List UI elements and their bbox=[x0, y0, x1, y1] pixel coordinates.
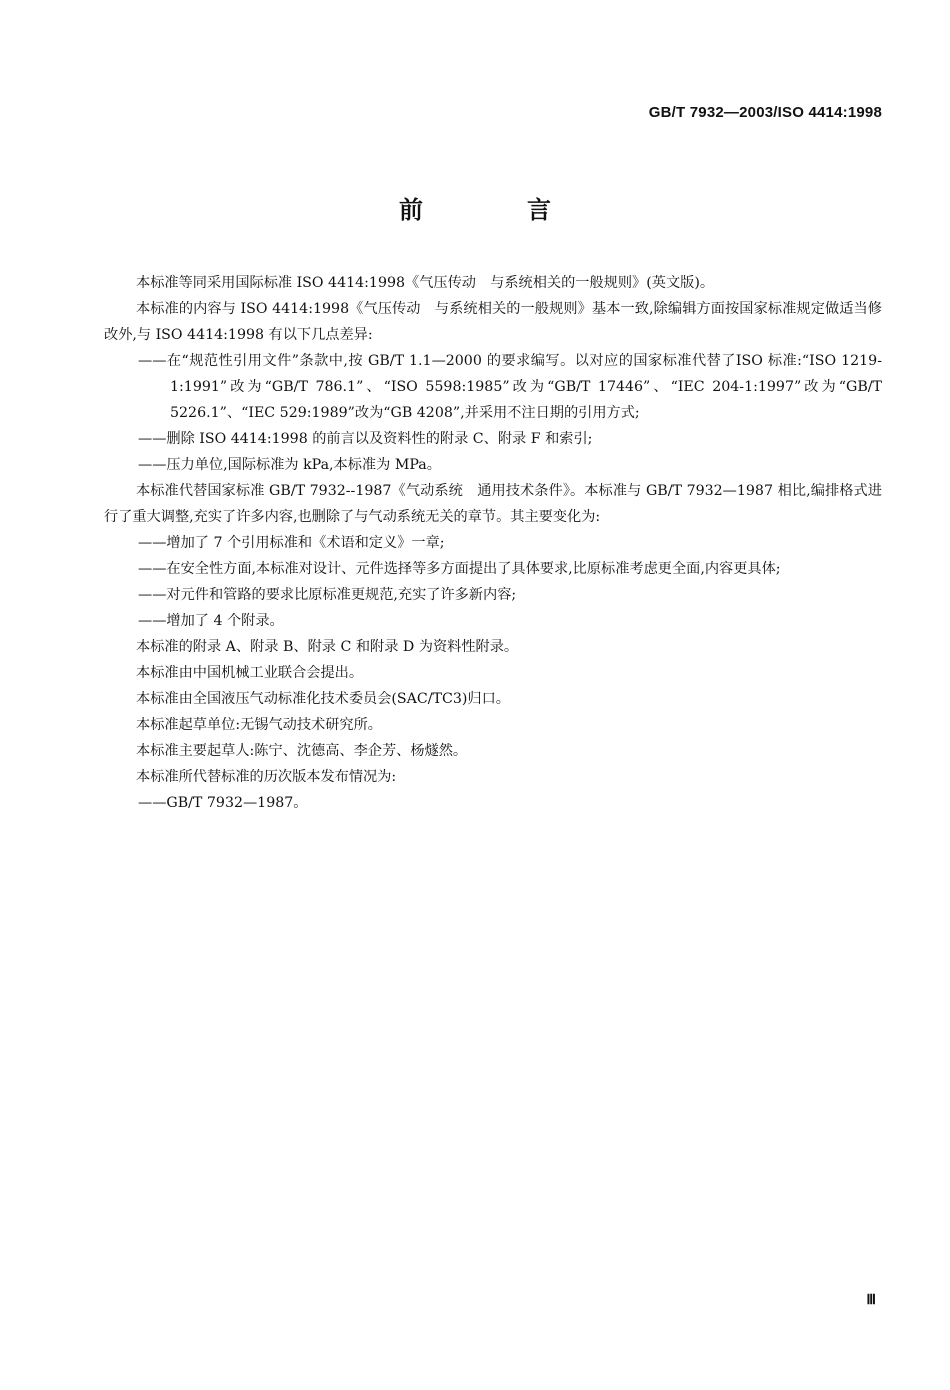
dash-item-safety: ——在安全性方面,本标准对设计、元件选择等多方面提出了具体要求,比原标准考虑更全面,内容更具体; bbox=[138, 561, 781, 577]
paragraph-history: 本标准所代替标准的历次版本发布情况为: bbox=[136, 769, 397, 785]
dash-item-deletions: ——删除 ISO 4414:1998 的前言以及资料性的附录 C、附录 F 和索引; bbox=[138, 431, 593, 447]
standard-code-header: GB/T 7932—2003/ISO 4414:1998 bbox=[648, 104, 882, 121]
dash-item-pressure-unit: ——压力单位,国际标准为 kPa,本标准为 MPa。 bbox=[138, 457, 441, 473]
dash-item-added-refs: ——增加了 7 个引用标准和《术语和定义》一章; bbox=[138, 535, 445, 551]
paragraph-committee: 本标准由全国液压气动标准化技术委员会(SAC/TC3)归口。 bbox=[136, 691, 510, 707]
dash-item-annexes-added: ——增加了 4 个附录。 bbox=[138, 613, 284, 629]
paragraph-drafting-unit: 本标准起草单位:无锡气动技术研究所。 bbox=[136, 717, 382, 733]
page-title: 前 言 bbox=[399, 196, 591, 224]
foreword-body bbox=[104, 270, 882, 816]
paragraph-differences: 本标准的内容与 ISO 4414:1998《气压传动 与系统相关的一般规则》基本一致,除编辑方面按国家标准规定做适当修改外,与 ISO 4414:1998 有以下几点差异: bbox=[104, 301, 882, 343]
paragraph-adoption: 本标准等同采用国际标准 ISO 4414:1998《气压传动 与系统相关的一般规则》(英文版)。 bbox=[136, 275, 715, 291]
paragraph-replacement: 本标准代替国家标准 GB/T 7932--1987《气动系统 通用技术条件》。本标准与 GB/T 7932—1987 相比,编排格式进行了重大调整,充实了许多内容,也删除了与气动系统无关的章节。其主要变化为: bbox=[104, 483, 882, 525]
paragraph-proposer: 本标准由中国机械工业联合会提出。 bbox=[136, 665, 364, 681]
paragraph-drafters: 本标准主要起草人:陈宁、沈德高、李企芳、杨燧然。 bbox=[136, 743, 468, 759]
dash-item-components: ——对元件和管路的要求比原标准更规范,充实了许多新内容; bbox=[138, 587, 517, 603]
dash-item-previous-version: ——GB/T 7932—1987。 bbox=[138, 795, 308, 811]
paragraph-annexes: 本标准的附录 A、附录 B、附录 C 和附录 D 为资料性附录。 bbox=[136, 639, 519, 655]
dash-item-normative-refs: ——在“规范性引用文件”条款中,按 GB/T 1.1—2000 的要求编写。以对应的国家标准代替了ISO 标准:“ISO 1219-1:1991”改为“GB/T 786.1”、“ISO 5598:1985”改为“GB/T 17446”、“IEC 204-1:1997”改为“GB/T 5226.1”、“IEC 529:1989”改为“GB 4208”,并采用不注日期的引用方式; bbox=[138, 353, 882, 421]
page-number: Ⅲ bbox=[866, 1293, 876, 1308]
